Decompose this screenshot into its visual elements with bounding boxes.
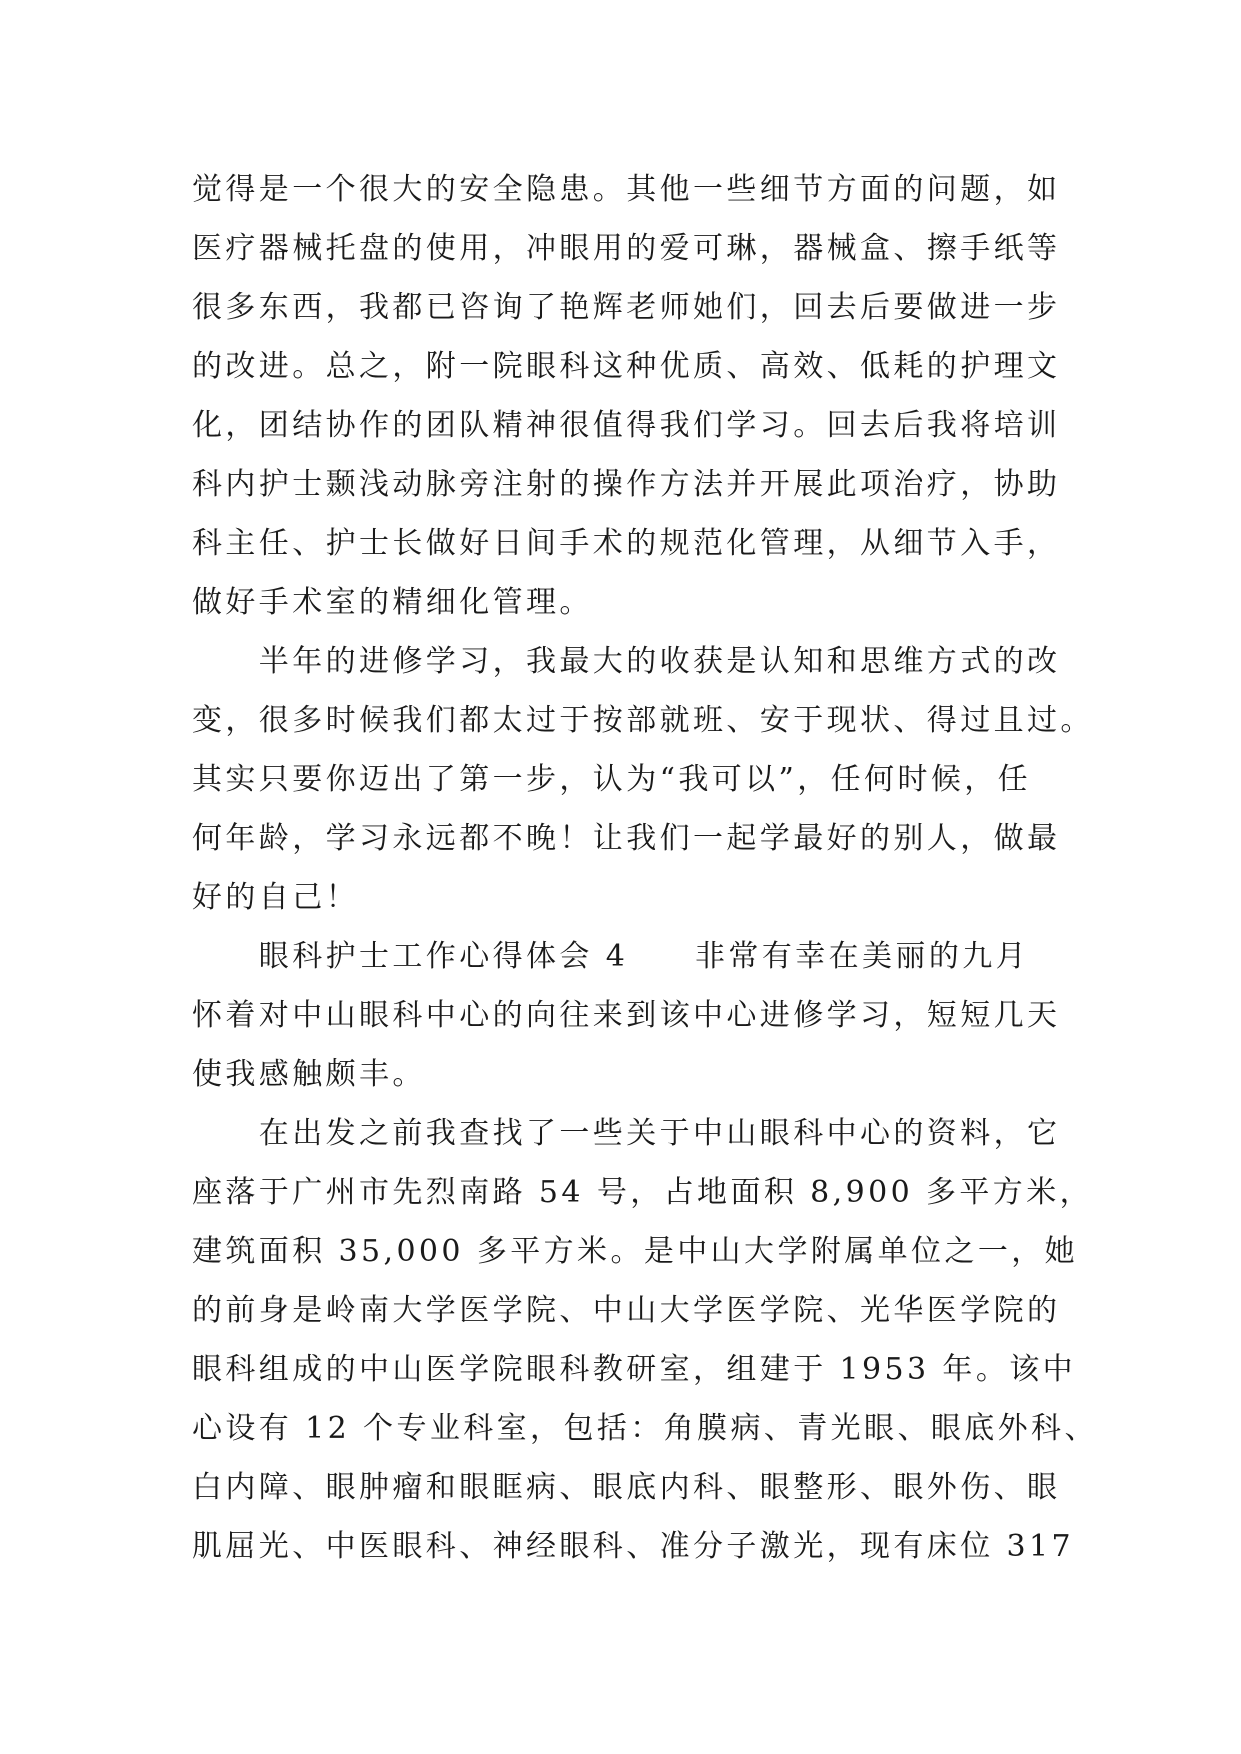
text-line: 在出发之前我查找了一些关于中山眼科中心的资料，它 — [192, 1116, 1061, 1151]
text-line: 眼科护士工作心得体会 4 非常有幸在美丽的九月 — [192, 939, 1030, 974]
text-line: 肌屈光、中医眼科、神经眼科、准分子激光，现有床位 317 — [192, 1529, 1074, 1564]
text-line: 何年龄，学习永远都不晚！让我们一起学最好的别人，做最 — [192, 821, 1061, 856]
text-line: 化，团结协作的团队精神很值得我们学习。回去后我将培训 — [192, 408, 1061, 443]
text-line: 眼科组成的中山医学院眼科教研室，组建于 1953 年。该中 — [192, 1352, 1077, 1387]
text-line: 白内障、眼肿瘤和眼眶病、眼底内科、眼整形、眼外伤、眼 — [192, 1470, 1061, 1505]
text-line: 的前身是岭南大学医学院、中山大学医学院、光华医学院的 — [192, 1293, 1061, 1328]
body-text — [192, 160, 1098, 1576]
text-line: 座落于广州市先烈南路 54 号，占地面积 8,900 多平方米， — [192, 1175, 1094, 1210]
text-line: 医疗器械托盘的使用，冲眼用的爱可琳，器械盒、擦手纸等 — [192, 231, 1061, 266]
text-line: 心设有 12 个专业科室，包括：角膜病、青光眼、眼底外科、 — [192, 1411, 1098, 1446]
text-line: 半年的进修学习，我最大的收获是认知和思维方式的改 — [192, 644, 1061, 679]
text-line: 使我感触颇丰。 — [192, 1057, 426, 1092]
text-line: 做好手术室的精细化管理。 — [192, 585, 593, 620]
text-line: 建筑面积 35,000 多平方米。是中山大学附属单位之一，她 — [192, 1234, 1079, 1269]
text-line: 科内护士颞浅动脉旁注射的操作方法并开展此项治疗，协助 — [192, 467, 1061, 502]
text-line: 的改进。总之，附一院眼科这种优质、高效、低耗的护理文 — [192, 349, 1061, 384]
text-line: 觉得是一个很大的安全隐患。其他一些细节方面的问题，如 — [192, 172, 1061, 207]
text-line: 很多东西，我都已咨询了艳辉老师她们，回去后要做进一步 — [192, 290, 1061, 325]
text-line: 好的自己！ — [192, 880, 359, 915]
text-line: 怀着对中山眼科中心的向往来到该中心进修学习，短短几天 — [192, 998, 1061, 1033]
text-line: 变，很多时候我们都太过于按部就班、安于现状、得过且过。 — [192, 703, 1094, 738]
text-line: 其实只要你迈出了第一步，认为“我可以”，任何时候，任 — [192, 762, 1032, 797]
text-line: 科主任、护士长做好日间手术的规范化管理，从细节入手， — [192, 526, 1061, 561]
